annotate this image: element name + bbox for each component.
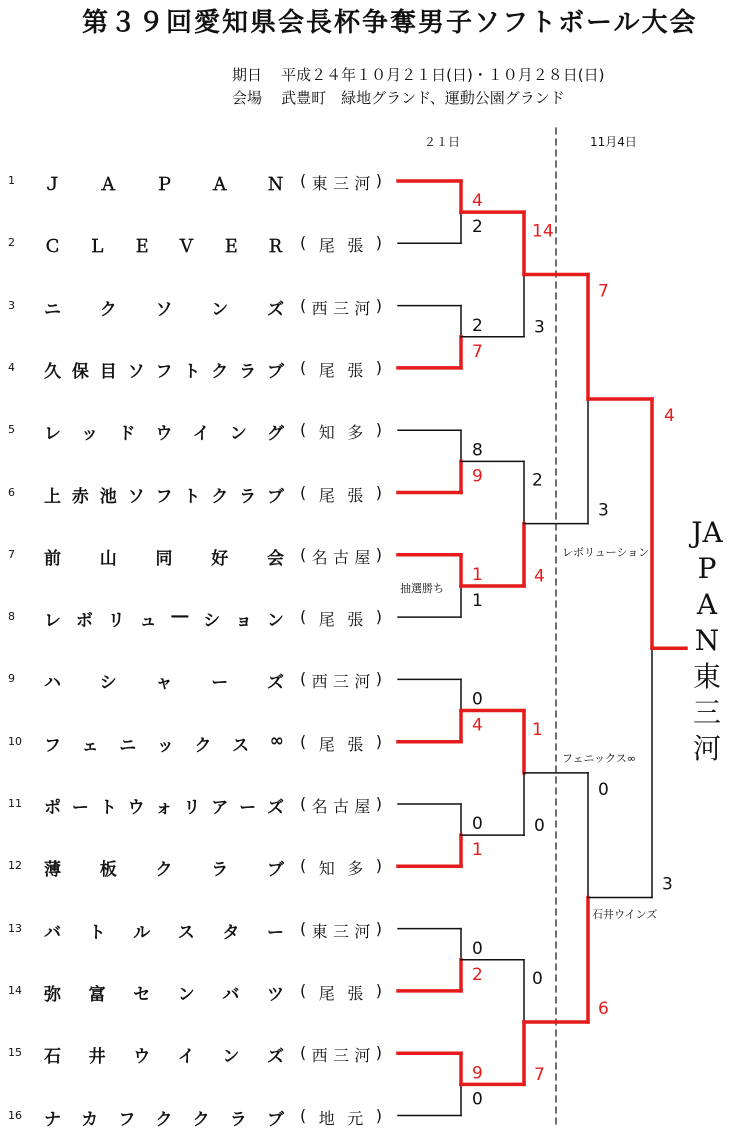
round2-score-top: 0 <box>532 969 543 990</box>
round1-score-bottom: 7 <box>472 341 483 362</box>
round1-score-bottom: 1 <box>472 840 483 861</box>
day2-column-header: 11月4日 <box>590 135 637 149</box>
venue-value: 武豊町 緑地グランド、運動公園グランド <box>281 89 565 107</box>
semifinal-score-top: 0 <box>598 779 609 800</box>
team-region: ( 知 多 ) <box>300 420 382 443</box>
team-number: 11 <box>8 797 22 810</box>
final-score-bottom: 3 <box>662 874 673 895</box>
team-region: ( 名 古 屋 ) <box>300 544 382 567</box>
team-number: 9 <box>8 672 15 686</box>
team-number: 6 <box>8 485 15 499</box>
team-name: フ ェ ニ ッ ク ス ∞ <box>44 730 284 756</box>
team-name: ニ ク ソ ン ズ <box>44 299 284 320</box>
round1-score-top: 2 <box>472 315 483 336</box>
round2-score-top: 14 <box>532 221 554 242</box>
tournament-title: 第３９回愛知県会長杯争奪男子ソフトボール大会 <box>82 8 698 38</box>
round1-score-top: 0 <box>472 689 483 710</box>
round1-score-top: 0 <box>472 938 483 959</box>
round1-score-top: 8 <box>472 440 483 461</box>
round2-score-top: 2 <box>532 470 543 491</box>
team-region: ( 尾 張 ) <box>300 980 382 1003</box>
team-number: 5 <box>8 423 15 437</box>
date-label: 期日 <box>232 66 263 84</box>
team-number: 4 <box>8 360 15 374</box>
team-number: 2 <box>8 236 15 250</box>
team-region: ( 尾 張 ) <box>300 482 382 505</box>
team-region: ( 東 三 河 ) <box>300 918 382 941</box>
semifinal-score-top: 7 <box>598 281 609 302</box>
round2-score-top: 1 <box>532 719 543 740</box>
team-name: 前 山 同 好 会 <box>44 548 284 569</box>
team-number: 15 <box>8 1046 22 1060</box>
semifinal2-bottom-team-note: 石井ウインズ <box>592 908 658 921</box>
team-region: ( 東 三 河 ) <box>300 171 382 193</box>
date-value: 平成２４年１０月２１日(日)・１０月２８日(日) <box>281 66 605 84</box>
round2-score-bottom: 7 <box>534 1065 545 1086</box>
team-name: ナ カ フ ク ク ラ ブ <box>44 1109 284 1130</box>
team-name: ハ シ ャ ー ズ <box>44 673 284 694</box>
round1-score-bottom: 2 <box>472 964 483 985</box>
team-region: ( 西 三 河 ) <box>300 669 382 692</box>
round1-score-top: 9 <box>472 1063 483 1084</box>
team-region: ( 名 古 屋 ) <box>300 794 382 816</box>
round1-score-top: 1 <box>472 564 483 585</box>
team-number: 14 <box>8 983 22 997</box>
team-region: ( 知 多 ) <box>300 856 382 879</box>
team-number: 1 <box>8 174 15 187</box>
round2-score-bottom: 0 <box>534 815 545 836</box>
team-name: 弥 富 セ ン バ ツ <box>44 984 284 1005</box>
team-name: Ｃ Ｌ Ｅ Ｖ Ｅ Ｒ <box>44 237 284 258</box>
team-region: ( 尾 張 ) <box>300 357 382 380</box>
team-number: 8 <box>8 610 15 624</box>
team-region: ( 地 元 ) <box>300 1105 382 1128</box>
team-region: ( 尾 張 ) <box>300 607 382 630</box>
team-region: ( 尾 張 ) <box>300 233 382 256</box>
round2-score-bottom: 4 <box>534 566 545 587</box>
team-name: 上 赤 池 ソ フ ト ク ラ ブ <box>44 486 284 507</box>
round1-score-bottom: 2 <box>472 217 483 238</box>
team-name: 石 井 ウ イ ン ズ <box>44 1047 284 1068</box>
round1-score-bottom: 4 <box>472 715 483 736</box>
round1-score-bottom: 1 <box>472 590 483 611</box>
round1-score-top: 0 <box>472 814 483 835</box>
semifinal1-bottom-team-note: レボリューション <box>562 546 650 559</box>
team-region: ( 尾 張 ) <box>300 731 382 754</box>
team-number: 7 <box>8 547 15 561</box>
team-region: ( 西 三 河 ) <box>300 1043 382 1066</box>
team-name: 薄 板 ク ラ ブ <box>44 860 284 881</box>
round1-score-bottom: 0 <box>472 1089 483 1110</box>
champion-label: JAPAN東三河 <box>691 516 723 765</box>
lottery-note: 抽選勝ち <box>400 582 444 595</box>
team-region: ( 西 三 河 ) <box>300 295 382 318</box>
team-name: 久 保 目 ソ フ ト ク ラ ブ <box>44 361 284 382</box>
round2-score-bottom: 3 <box>534 317 545 338</box>
team-name: バ ト ル ス タ ー <box>44 922 284 943</box>
team-number: 10 <box>8 734 22 748</box>
venue-label: 会場 <box>232 89 263 107</box>
semifinal-score-bottom: 6 <box>598 999 609 1020</box>
team-name: ポ ー ト ウ ォ リ ア ー ズ <box>44 798 284 818</box>
team-name: レ ボ リ ュ ― シ ョ ン <box>44 606 284 632</box>
team-name: Ｊ Ａ Ｐ Ａ Ｎ <box>44 175 284 195</box>
team-number: 16 <box>8 1108 22 1122</box>
team-name: レ ッ ド ウ イ ン グ <box>44 424 284 445</box>
team-number: 13 <box>8 921 22 935</box>
semifinal2-top-team-note: フェニックス∞ <box>562 752 637 765</box>
round1-score-top: 4 <box>472 191 483 212</box>
semifinal-score-bottom: 3 <box>598 500 609 521</box>
day1-column-header: ２１日 <box>424 135 461 149</box>
final-score-top: 4 <box>664 406 675 427</box>
round1-score-bottom: 9 <box>472 466 483 487</box>
team-number: 3 <box>8 298 15 312</box>
team-number: 12 <box>8 859 22 873</box>
